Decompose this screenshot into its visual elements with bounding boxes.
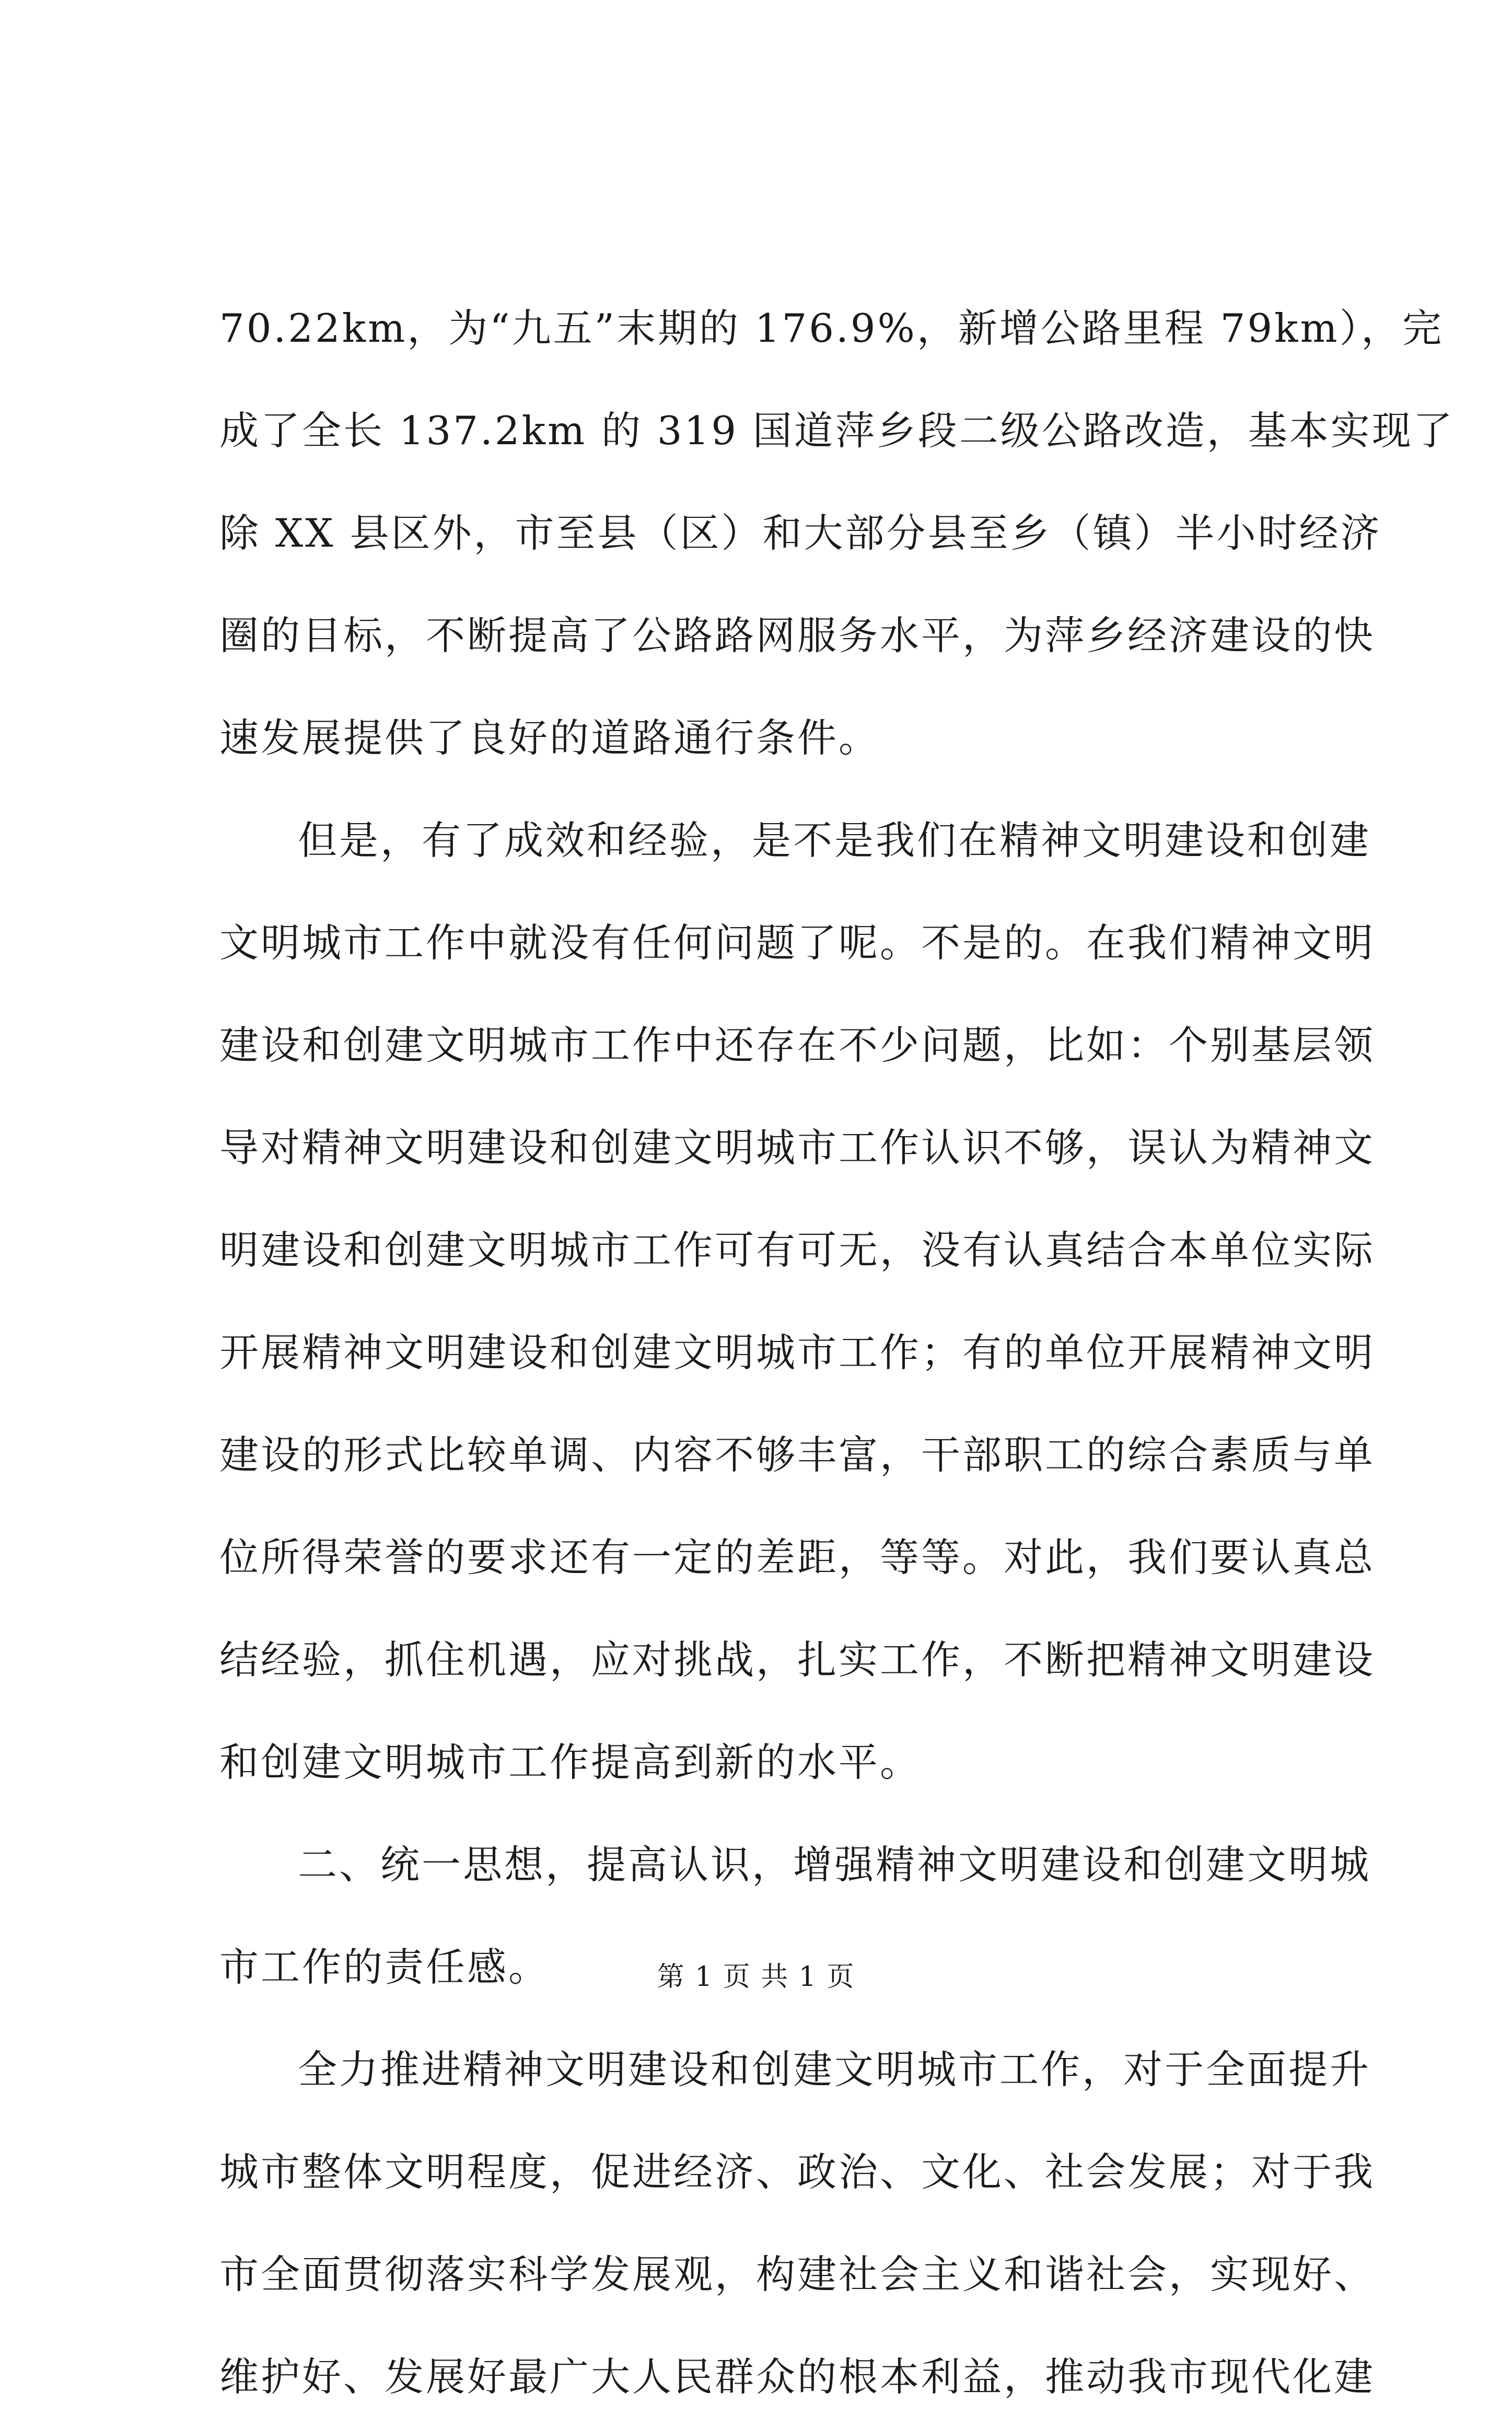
text-line: 市工作的责任感。 bbox=[219, 1944, 550, 1990]
text-line: 二、统一思想，提高认识，增强精神文明建设和创建文明城 bbox=[298, 1842, 1371, 1888]
text-line: 建设和创建文明城市工作中还存在不少问题，比如：个别基层领 bbox=[219, 1022, 1376, 1068]
text-line: 城市整体文明程度，促进经济、政治、文化、社会发展；对于我 bbox=[219, 2149, 1376, 2195]
text-line: 全力推进精神文明建设和创建文明城市工作，对于全面提升 bbox=[298, 2047, 1371, 2092]
text-line: 圈的目标，不断提高了公路路网服务水平，为萍乡经济建设的快 bbox=[219, 612, 1376, 658]
text-line: 文明城市工作中就没有任何问题了呢。不是的。在我们精神文明 bbox=[219, 920, 1376, 966]
document-body bbox=[219, 277, 1455, 2428]
text-line: 结经验，抓住机遇，应对挑战，扎实工作，不断把精神文明建设 bbox=[219, 1637, 1376, 1683]
text-line: 但是，有了成效和经验，是不是我们在精神文明建设和创建 bbox=[298, 817, 1371, 863]
text-line: 位所得荣誉的要求还有一定的差距，等等。对此，我们要认真总 bbox=[219, 1534, 1376, 1580]
text-line: 成了全长 137.2km 的 319 国道萍乡段二级公路改造，基本实现了 bbox=[219, 408, 1455, 454]
text-line: 维护好、发展好最广大人民群众的根本利益，推动我市现代化建 bbox=[219, 2354, 1376, 2400]
text-line: 市全面贯彻落实科学发展观，构建社会主义和谐社会，实现好、 bbox=[219, 2251, 1376, 2297]
text-line: 明建设和创建文明城市工作可有可无，没有认真结合本单位实际 bbox=[219, 1227, 1376, 1273]
text-line: 导对精神文明建设和创建文明城市工作认识不够，误认为精神文 bbox=[219, 1125, 1376, 1171]
text-line: 和创建文明城市工作提高到新的水平。 bbox=[219, 1739, 922, 1785]
text-line: 开展精神文明建设和创建文明城市工作；有的单位开展精神文明 bbox=[219, 1329, 1376, 1375]
text-line: 70.22km，为“九五”末期的 176.9%，新增公路里程 79km），完 bbox=[219, 305, 1444, 351]
text-line: 速发展提供了良好的道路通行条件。 bbox=[219, 715, 880, 761]
text-line: 除 XX 县区外，市至县（区）和大部分县至乡（镇）半小时经济 bbox=[219, 510, 1382, 556]
page-footer: 第 1 页 共 1 页 bbox=[657, 1961, 855, 1993]
text-line: 建设的形式比较单调、内容不够丰富，干部职工的综合素质与单 bbox=[219, 1432, 1376, 1478]
